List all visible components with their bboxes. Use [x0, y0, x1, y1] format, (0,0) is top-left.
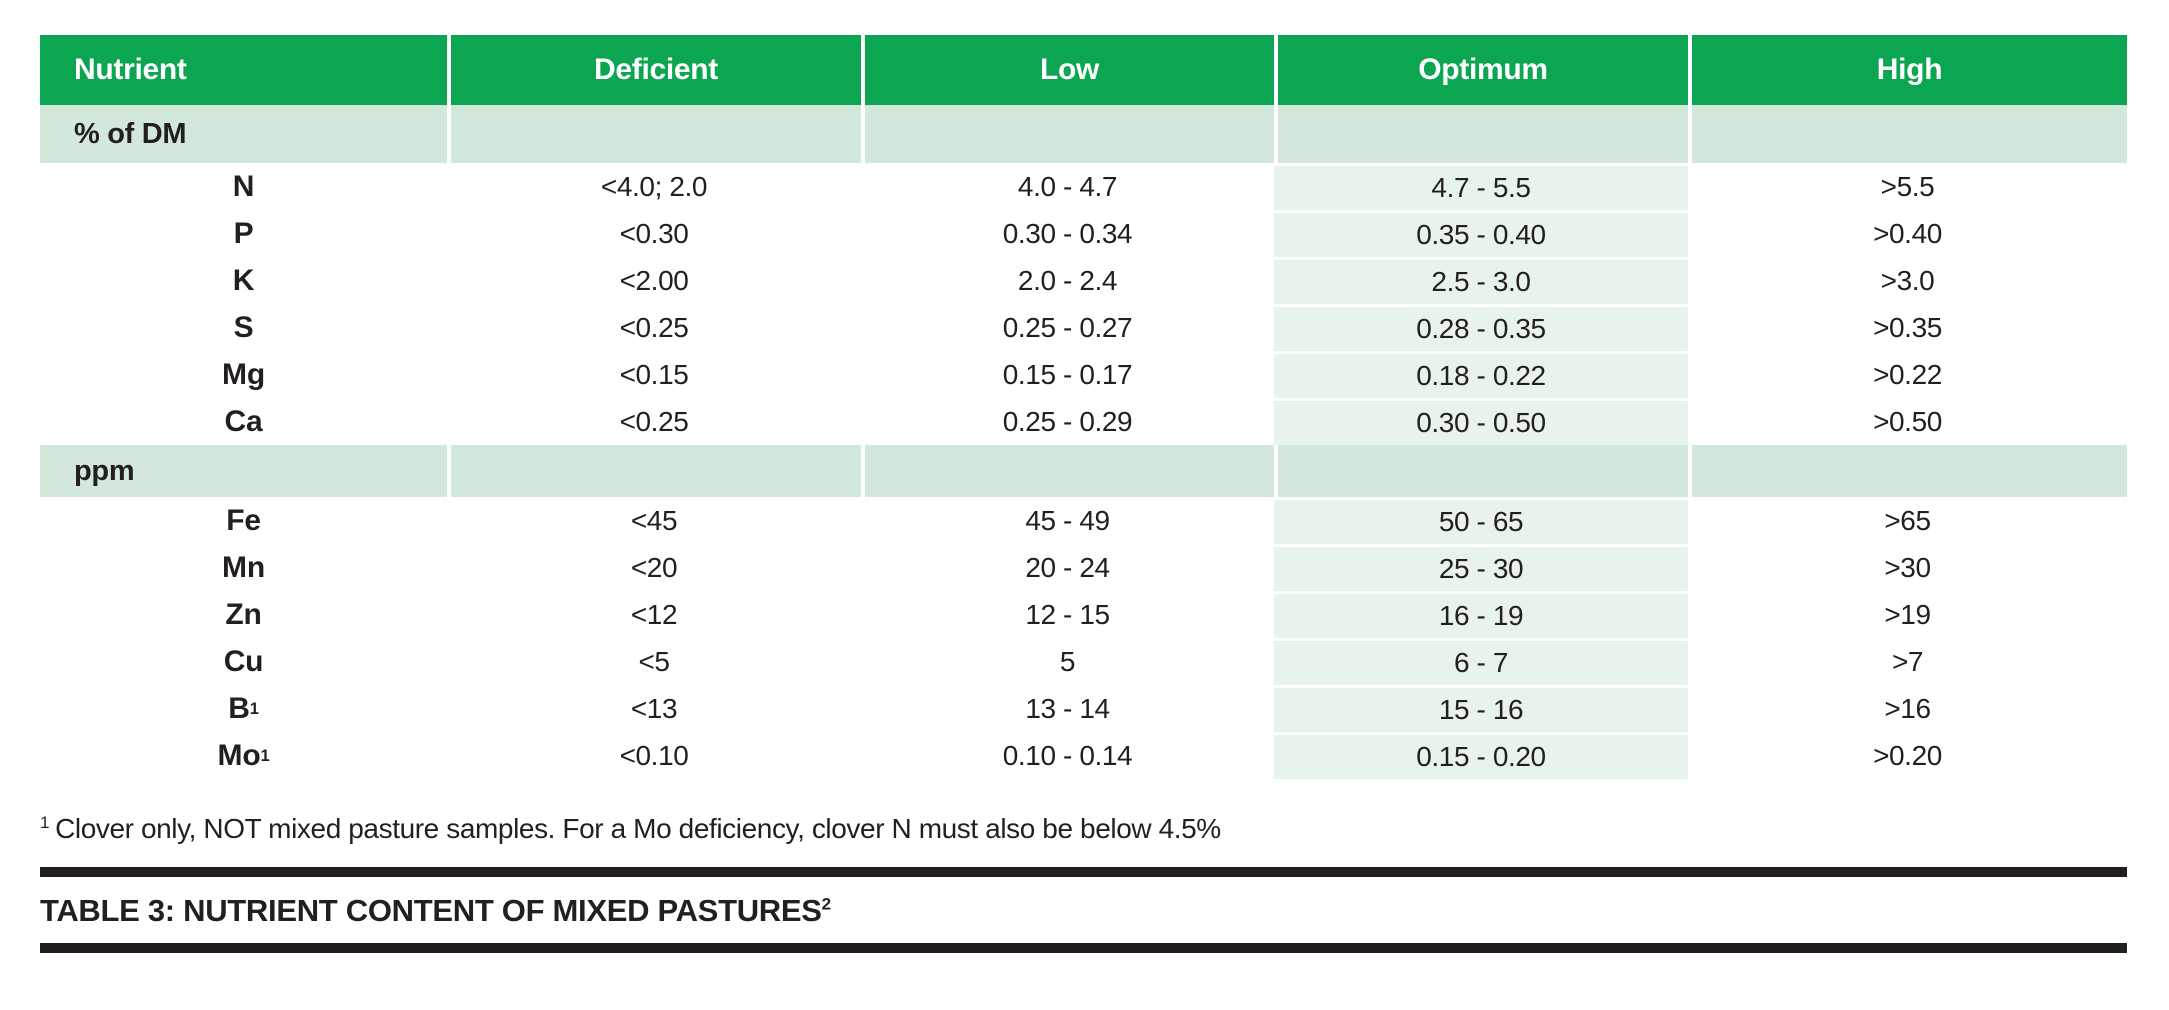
section-band-cell [861, 105, 1274, 163]
optimum-cell: 25 - 30 [1274, 544, 1688, 591]
optimum-cell: 0.28 - 0.35 [1274, 304, 1688, 351]
nutrient-cell: S [40, 304, 447, 351]
high-cell: >65 [1688, 497, 2127, 544]
section-band-cell [1274, 445, 1688, 497]
optimum-cell: 0.35 - 0.40 [1274, 210, 1688, 257]
low-cell: 0.15 - 0.17 [861, 351, 1274, 398]
low-cell: 2.0 - 2.4 [861, 257, 1274, 304]
low-cell: 5 [861, 638, 1274, 685]
low-cell: 0.25 - 0.29 [861, 398, 1274, 445]
section-band-cell [447, 105, 861, 163]
section-band-cell [447, 445, 861, 497]
high-cell: >0.40 [1688, 210, 2127, 257]
deficient-cell: <4.0; 2.0 [447, 163, 861, 210]
low-cell: 45 - 49 [861, 497, 1274, 544]
header-cell-optimum: Optimum [1274, 35, 1688, 105]
footnote [40, 807, 2127, 851]
nutrient-cell: Cu [40, 638, 447, 685]
high-cell: >0.35 [1688, 304, 2127, 351]
low-cell: 0.30 - 0.34 [861, 210, 1274, 257]
section-band [40, 445, 2127, 497]
deficient-cell: <0.15 [447, 351, 861, 398]
section-label: % of DM [40, 105, 447, 163]
caption-text: TABLE 3: NUTRIENT CONTENT OF MIXED PASTURES [40, 893, 822, 928]
table-caption [40, 889, 2127, 933]
table-row [40, 685, 2127, 732]
high-cell: >3.0 [1688, 257, 2127, 304]
optimum-cell: 50 - 65 [1274, 497, 1688, 544]
deficient-cell: <12 [447, 591, 861, 638]
table-row [40, 304, 2127, 351]
high-cell: >0.20 [1688, 732, 2127, 779]
high-cell: >5.5 [1688, 163, 2127, 210]
deficient-cell: <13 [447, 685, 861, 732]
header-cell-high: High [1688, 35, 2127, 105]
table-row [40, 398, 2127, 445]
table-row [40, 591, 2127, 638]
footnote-text: Clover only, NOT mixed pasture samples. For a Mo deficiency, clover N must also be below 4.5% [55, 813, 1221, 844]
table-row [40, 544, 2127, 591]
low-cell: 13 - 14 [861, 685, 1274, 732]
deficient-cell: <5 [447, 638, 861, 685]
header-cell-low: Low [861, 35, 1274, 105]
nutrient-cell: Mn [40, 544, 447, 591]
deficient-cell: <45 [447, 497, 861, 544]
high-cell: >0.22 [1688, 351, 2127, 398]
table-row [40, 210, 2127, 257]
table-row [40, 638, 2127, 685]
caption-superscript: 2 [821, 894, 831, 914]
deficient-cell: <0.10 [447, 732, 861, 779]
top-rule [40, 867, 2127, 877]
high-cell: >7 [1688, 638, 2127, 685]
nutrient-cell: P [40, 210, 447, 257]
nutrient-table [40, 35, 2127, 779]
low-cell: 0.25 - 0.27 [861, 304, 1274, 351]
optimum-cell: 6 - 7 [1274, 638, 1688, 685]
low-cell: 20 - 24 [861, 544, 1274, 591]
optimum-cell: 4.7 - 5.5 [1274, 163, 1688, 210]
optimum-cell: 15 - 16 [1274, 685, 1688, 732]
nutrient-cell: Zn [40, 591, 447, 638]
footnote-superscript: 1 [40, 812, 50, 832]
optimum-cell: 0.30 - 0.50 [1274, 398, 1688, 445]
section-band-cell [861, 445, 1274, 497]
table-body [40, 105, 2127, 779]
section-band-cell [1688, 105, 2127, 163]
nutrient-cell: N [40, 163, 447, 210]
nutrient-cell: K [40, 257, 447, 304]
optimum-cell: 0.15 - 0.20 [1274, 732, 1688, 779]
section-label: ppm [40, 445, 447, 497]
optimum-cell: 16 - 19 [1274, 591, 1688, 638]
optimum-cell: 2.5 - 3.0 [1274, 257, 1688, 304]
deficient-cell: <2.00 [447, 257, 861, 304]
optimum-cell: 0.18 - 0.22 [1274, 351, 1688, 398]
table-row [40, 732, 2127, 779]
section-band-cell [1688, 445, 2127, 497]
table-content [40, 35, 2127, 953]
table-row [40, 351, 2127, 398]
header-cell-nutrient: Nutrient [40, 35, 447, 105]
low-cell: 4.0 - 4.7 [861, 163, 1274, 210]
high-cell: >16 [1688, 685, 2127, 732]
nutrient-cell: B 1 [40, 685, 447, 732]
bottom-rule [40, 943, 2127, 953]
section-band [40, 105, 2127, 163]
deficient-cell: <0.25 [447, 398, 861, 445]
table-header-row [40, 35, 2127, 105]
nutrient-cell: Mo 1 [40, 732, 447, 779]
high-cell: >0.50 [1688, 398, 2127, 445]
deficient-cell: <0.25 [447, 304, 861, 351]
high-cell: >30 [1688, 544, 2127, 591]
low-cell: 0.10 - 0.14 [861, 732, 1274, 779]
deficient-cell: <20 [447, 544, 861, 591]
nutrient-cell: Ca [40, 398, 447, 445]
section-band-cell [1274, 105, 1688, 163]
deficient-cell: <0.30 [447, 210, 861, 257]
nutrient-cell: Mg [40, 351, 447, 398]
table-row [40, 497, 2127, 544]
table-row [40, 163, 2127, 210]
nutrient-cell: Fe [40, 497, 447, 544]
table-row [40, 257, 2127, 304]
high-cell: >19 [1688, 591, 2127, 638]
low-cell: 12 - 15 [861, 591, 1274, 638]
header-cell-deficient: Deficient [447, 35, 861, 105]
